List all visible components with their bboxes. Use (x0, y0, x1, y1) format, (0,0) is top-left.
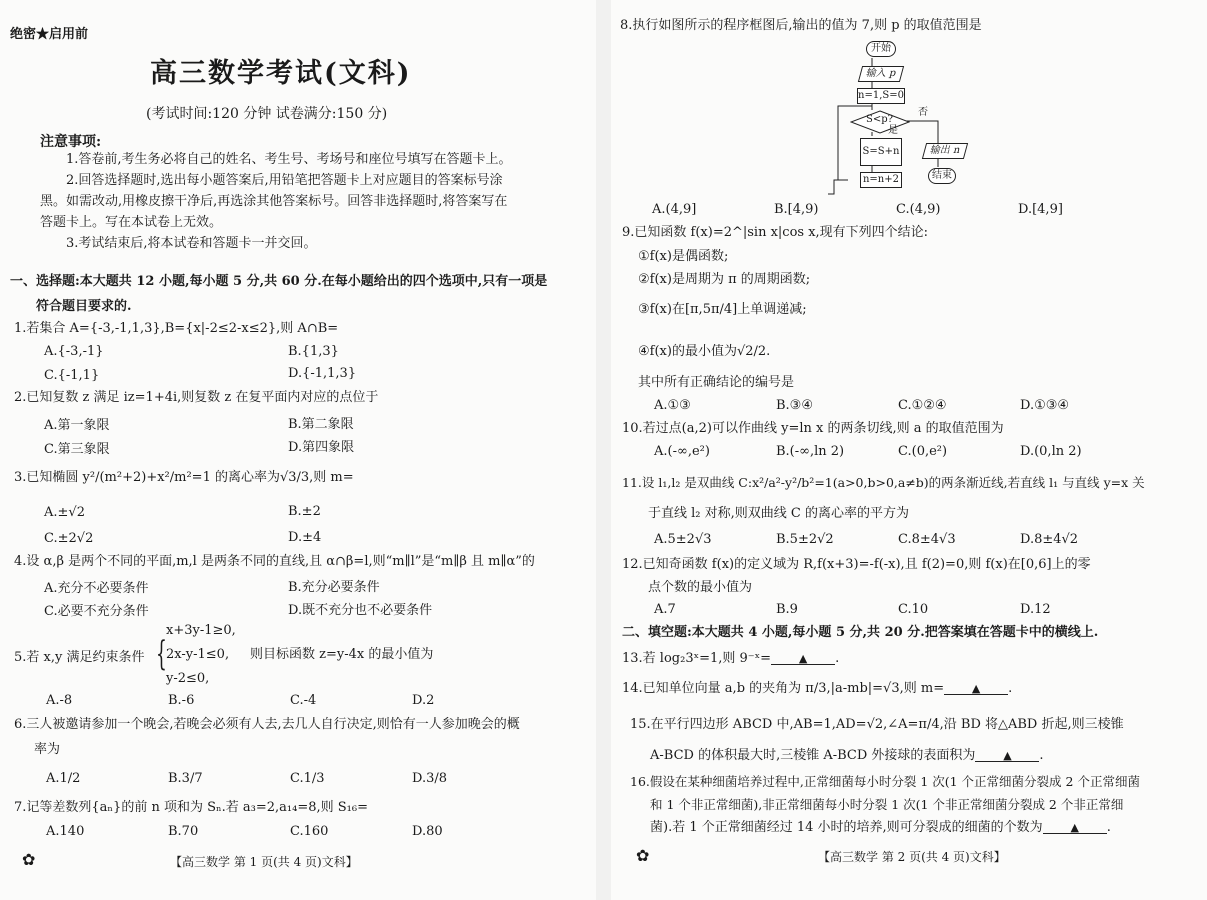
constraint-2: 2x-y-1≤0, (166, 647, 230, 662)
q10-option-a: A.(-∞,e²) (654, 444, 710, 459)
question-12-cont: 点个数的最小值为 (648, 580, 753, 595)
notice-2-cont: 黑。如需改动,用橡皮擦干净后,再选涂其他答案标号。回答非选择题时,将答案写在 (40, 194, 508, 209)
notice-2-cont2: 答题卡上。写在本试卷上无效。 (40, 215, 223, 230)
notice-3: 3.考试结束后,将本试卷和答题卡一并交回。 (66, 236, 317, 251)
q9-statement-4: ④f(x)的最小值为√2/2. (638, 344, 771, 359)
q12-option-b: B.9 (776, 602, 798, 617)
notice-2: 2.回答选择题时,选出每小题答案后,用铅笔把答题卡上对应题目的答案标号涂 (66, 173, 503, 188)
question-16: 16.假设在某种细菌培养过程中,正常细菌每小时分裂 1 次(1 个正常细菌分裂成 2 个正常细菌 (630, 774, 1140, 789)
q12-option-c: C.10 (898, 602, 929, 617)
q8-option-b: B.[4,9) (774, 202, 819, 217)
exam-info: (考试时间:120 分钟 试卷满分:150 分) (146, 106, 388, 122)
q7-option-c: C.160 (290, 824, 329, 839)
question-4: 4.设 α,β 是两个不同的平面,m,l 是两条不同的直线,且 α∩β=l,则“m∥l”是“m∥β 且 m∥α”的 (14, 554, 535, 569)
q4-option-d: D.既不充分也不必要条件 (288, 603, 433, 618)
left-page (0, 0, 596, 900)
blank-mark-icon: ▲ (1003, 749, 1012, 762)
q6-option-d: D.3/8 (412, 771, 448, 786)
question-6-cont: 率为 (34, 742, 61, 757)
constraint-3: y-2≤0, (166, 671, 210, 686)
page-footer: 【高三数学 第 1 页(共 4 页)文科】 (170, 855, 358, 869)
q10-option-c: C.(0,e²) (898, 444, 948, 459)
flow-body-step: n=n+2 (860, 172, 902, 188)
q8-option-a: A.(4,9] (652, 202, 697, 217)
blank-mark-icon: ▲ (971, 682, 981, 695)
q10-option-b: B.(-∞,ln 2) (776, 444, 845, 459)
q6-option-c: C.1/3 (290, 771, 325, 786)
q11-option-a: A.5±2√3 (654, 532, 712, 547)
flow-body-sum: S=S+n (860, 138, 902, 166)
q9-statement-1: ①f(x)是偶函数; (638, 249, 729, 264)
q11-option-c: C.8±4√3 (898, 532, 956, 547)
question-16-cont2: 菌).若 1 个正常细菌经过 14 小时的培养,则可分裂成的细菌的个数为 ▲ . (650, 820, 1111, 835)
question-16-cont: 和 1 个非正常细菌),非正常细菌每小时分裂 1 次(1 个非正常细菌分裂成 2 个非正常细 (650, 797, 1124, 812)
question-13: 13.若 log₂3ˣ=1,则 9⁻ˣ= ▲ . (622, 651, 840, 666)
question-5-suffix: 则目标函数 z=y-4x 的最小值为 (250, 647, 434, 662)
flow-yes-label: 是 (888, 125, 898, 136)
section1-heading-cont: 符合题目要求的. (36, 299, 132, 314)
q7-option-d: D.80 (412, 824, 443, 839)
question-2: 2.已知复数 z 满足 iz=1+4i,则复数 z 在复平面内对应的点位于 (14, 390, 379, 405)
flow-output: 输出 n (922, 143, 968, 159)
q9-option-d: D.①③④ (1020, 398, 1070, 413)
q4-option-b: B.充分必要条件 (288, 580, 380, 595)
notice-1: 1.答卷前,考生务必将自己的姓名、考生号、考场号和座位号填写在答题卡上。 (66, 152, 512, 167)
q9-option-c: C.①②④ (898, 398, 947, 413)
blank-mark-icon: ▲ (798, 652, 808, 665)
question-15-cont: A-BCD 的体积最大时,三棱锥 A-BCD 外接球的表面积为 ▲ . (650, 748, 1044, 763)
q12-option-a: A.7 (654, 602, 676, 617)
q2-option-d: D.第四象限 (288, 440, 355, 455)
q10-option-d: D.(0,ln 2) (1020, 444, 1082, 459)
flow-end: 结束 (928, 168, 956, 184)
q5-option-a: A.-8 (46, 693, 73, 708)
q6-option-a: A.1/2 (46, 771, 81, 786)
flow-condition: S<p? (866, 114, 893, 125)
q3-option-d: D.±4 (288, 530, 322, 545)
flow-no-label: 否 (918, 107, 928, 118)
q6-option-b: B.3/7 (168, 771, 203, 786)
q9-tail: 其中所有正确结论的编号是 (638, 375, 795, 390)
q11-option-d: D.8±4√2 (1020, 532, 1079, 547)
question-5-prefix: 5.若 x,y 满足约束条件 (14, 650, 145, 665)
q4-option-c: C.必要不充分条件 (44, 604, 149, 619)
q1-option-c: C.{-1,1} (44, 368, 100, 383)
question-12: 12.已知奇函数 f(x)的定义域为 R,f(x+3)=-f(-x),且 f(2)=0,则 f(x)在[0,6]上的零 (622, 557, 1091, 572)
q12-option-d: D.12 (1020, 602, 1051, 617)
answer-blank-14 (944, 680, 1008, 695)
question-14-text: 14.已知单位向量 a,b 的夹角为 π/3,|a-mb|=√3,则 m= (622, 681, 945, 696)
q1-option-d: D.{-1,1,3} (288, 366, 357, 381)
blank-mark-icon: ▲ (1070, 821, 1079, 834)
brace-symbol: { (156, 634, 167, 674)
question-9: 9.已知函数 f(x)=2^|sin x|cos x,现有下列四个结论: (622, 225, 929, 240)
section1-heading: 一、选择题:本大题共 12 小题,每小题 5 分,共 60 分.在每小题给出的四个选项中,只有一项是 (10, 274, 548, 289)
q2-option-c: C.第三象限 (44, 442, 110, 457)
question-7: 7.记等差数列{aₙ}的前 n 项和为 Sₙ.若 a₃=2,a₁₄=8,则 S₁₆= (14, 800, 368, 815)
flow-start: 开始 (866, 41, 896, 57)
question-8: 8.执行如图所示的程序框图后,输出的值为 7,则 p 的取值范围是 (620, 18, 982, 33)
q8-option-c: C.(4,9) (896, 202, 941, 217)
q5-option-d: D.2 (412, 693, 435, 708)
section2-heading: 二、填空题:本大题共 4 小题,每小题 5 分,共 20 分.把答案填在答题卡中的横线上. (622, 625, 1099, 640)
question-15: 15.在平行四边形 ABCD 中,AB=1,AD=√2,∠A=π/4,沿 BD 将△ABD 折起,则三棱锥 (630, 717, 1124, 732)
q1-option-a: A.{-3,-1} (44, 344, 104, 359)
question-11: 11.设 l₁,l₂ 是双曲线 C:x²/a²-y²/b²=1(a>0,b>0,a≠b)的两条渐近线,若直线 l₁ 与直线 y=x 关 (622, 475, 1145, 490)
q3-option-b: B.±2 (288, 504, 321, 519)
flow-input: 输入 p (858, 66, 904, 82)
q11-option-b: B.5±2√2 (776, 532, 834, 547)
question-11-cont: 于直线 l₂ 对称,则双曲线 C 的离心率的平方为 (648, 506, 909, 521)
q3-option-a: A.±√2 (44, 505, 85, 520)
flow-init: n=1,S=0 (857, 88, 905, 104)
q9-statement-3: ③f(x)在[π,5π/4]上单调递减; (638, 302, 807, 317)
page-title: 高三数学考试(文科) (150, 58, 412, 89)
notice-heading: 注意事项: (40, 134, 102, 150)
q9-option-b: B.③④ (776, 398, 813, 413)
q7-option-a: A.140 (46, 824, 85, 839)
question-13-text: 13.若 log₂3ˣ=1,则 9⁻ˣ= (622, 651, 772, 666)
q7-option-b: B.70 (168, 824, 199, 839)
answer-blank-16 (1043, 819, 1107, 834)
question-15-text: A-BCD 的体积最大时,三棱锥 A-BCD 外接球的表面积为 (650, 748, 976, 763)
page-gutter (596, 0, 611, 900)
q2-option-a: A.第一象限 (44, 418, 110, 433)
q2-option-b: B.第二象限 (288, 417, 354, 432)
q1-option-b: B.{1,3} (288, 344, 339, 359)
question-1: 1.若集合 A={-3,-1,1,3},B={x|-2≤2-x≤2},则 A∩B= (14, 321, 339, 336)
q3-option-c: C.±2√2 (44, 531, 94, 546)
question-16-text: 菌).若 1 个正常细菌经过 14 小时的培养,则可分裂成的细菌的个数为 (650, 820, 1043, 835)
q5-option-c: C.-4 (290, 693, 317, 708)
answer-blank-13 (771, 650, 835, 665)
constraint-1: x+3y-1≥0, (166, 623, 236, 638)
publisher-logo-icon: ✿ (636, 846, 650, 865)
q9-option-a: A.①③ (654, 398, 691, 413)
q5-option-b: B.-6 (168, 693, 195, 708)
question-6: 6.三人被邀请参加一个晚会,若晚会必须有人去,去几人自行决定,则恰有一人参加晚会的概 (14, 717, 520, 732)
answer-blank-15 (975, 747, 1039, 762)
question-10: 10.若过点(a,2)可以作曲线 y=ln x 的两条切线,则 a 的取值范围为 (622, 421, 1004, 436)
publisher-logo-icon: ✿ (22, 850, 36, 869)
q8-option-d: D.[4,9] (1018, 202, 1063, 217)
question-14: 14.已知单位向量 a,b 的夹角为 π/3,|a-mb|=√3,则 m= ▲ . (622, 681, 1013, 696)
secret-label: 绝密★启用前 (10, 27, 89, 42)
q9-statement-2: ②f(x)是周期为 π 的周期函数; (638, 272, 811, 287)
page-footer: 【高三数学 第 2 页(共 4 页)文科】 (818, 850, 1006, 864)
question-3: 3.已知椭圆 y²/(m²+2)+x²/m²=1 的离心率为√3/3,则 m= (14, 470, 354, 485)
q4-option-a: A.充分不必要条件 (44, 581, 149, 596)
